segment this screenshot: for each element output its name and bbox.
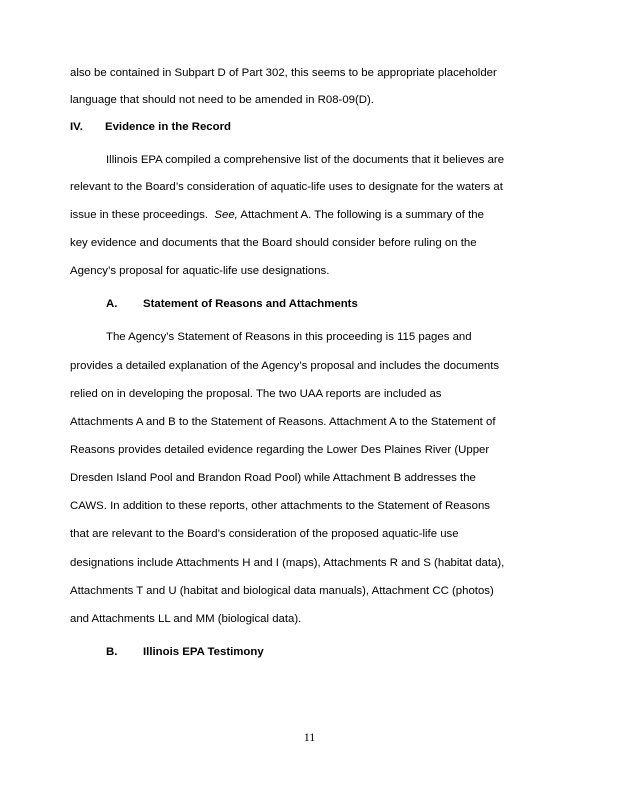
section-a-line-1: The Agency’s Statement of Reasons in this proceeding is 115 pages and xyxy=(106,331,472,343)
section-a-line-10: Attachments T and U (habitat and biological data manuals), Attachment CC (photos) xyxy=(70,585,494,597)
section-iv-line-4: key evidence and documents that the Board should consider before ruling on the xyxy=(70,237,477,249)
section-a-line-11: and Attachments LL and MM (biological data). xyxy=(70,613,302,625)
section-b-letter: B. xyxy=(106,646,118,658)
see-citation: See, xyxy=(214,209,238,221)
section-a-line-2: provides a detailed explanation of the Agency’s proposal and includes the documents xyxy=(70,360,500,372)
section-iv-line-5: Agency’s proposal for aquatic-life use designations. xyxy=(70,265,330,277)
section-iv-line-2: relevant to the Board’s consideration of aquatic-life uses to designate for the waters at xyxy=(70,181,503,193)
intro-line-2: language that should not need to be amended in R08-09(D). xyxy=(70,94,374,106)
section-a-line-6: Dresden Island Pool and Brandon Road Pool) while Attachment B addresses the xyxy=(70,472,476,484)
section-a-line-4: Attachments A and B to the Statement of Reasons. Attachment A to the Statement of xyxy=(70,416,496,428)
section-b-title: Illinois EPA Testimony xyxy=(143,646,264,658)
section-a-letter: A. xyxy=(106,298,118,310)
section-a-line-7: CAWS. In addition to these reports, other attachments to the Statement of Reasons xyxy=(70,500,490,512)
section-iv-line-3-start: issue in these proceedings. xyxy=(70,209,209,221)
section-a-line-9: designations include Attachments H and I (maps), Attachments R and S (habitat data), xyxy=(70,557,505,569)
section-iv-line-3-tail: Attachment A. The following is a summary of the xyxy=(237,209,484,221)
section-a-title: Statement of Reasons and Attachments xyxy=(143,298,358,310)
intro-line-1: also be contained in Subpart D of Part 302, this seems to be appropriate placeholder xyxy=(70,67,497,79)
page-number: 11 xyxy=(303,730,316,744)
section-a-line-5: Reasons provides detailed evidence regarding the Lower Des Plaines River (Upper xyxy=(70,444,490,456)
section-iv-line-3 xyxy=(70,208,484,222)
section-a-line-8: that are relevant to the Board’s consideration of the proposed aquatic-life use xyxy=(70,528,459,540)
section-iv-number: IV. xyxy=(70,121,83,133)
section-a-line-3: relied on in developing the proposal. The two UAA reports are included as xyxy=(70,388,442,400)
section-iv-title: Evidence in the Record xyxy=(105,121,231,133)
section-iv-line-1: Illinois EPA compiled a comprehensive list of the documents that it believes are xyxy=(106,154,505,166)
